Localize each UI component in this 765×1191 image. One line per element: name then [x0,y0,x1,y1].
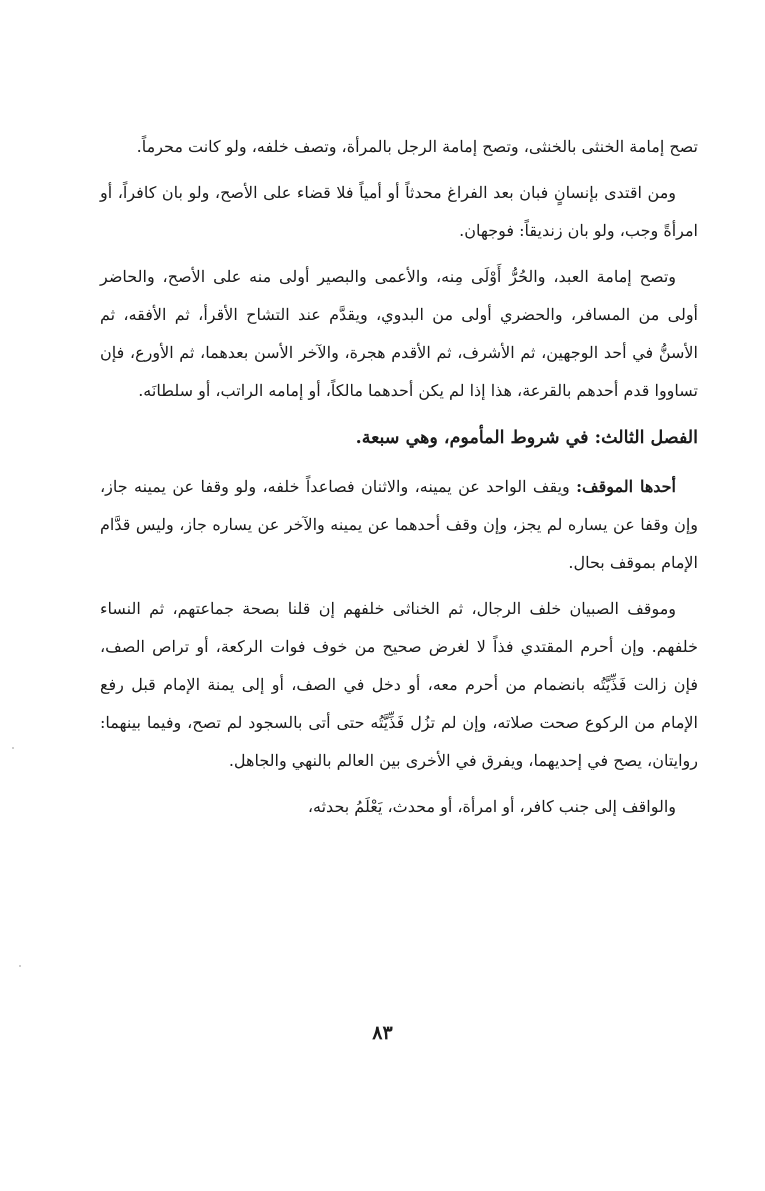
page-number: ٨٣ [372,1022,393,1044]
paragraph-standing-position [100,468,698,582]
run-in-heading: أحدها الموقف: [576,477,676,496]
section-heading: الفصل الثالث: في شروط المأموم، وهي سبعة. [355,428,698,448]
paragraph-standing-beside [100,788,698,826]
paragraph-text: تصح إمامة الخنثى بالخنثى، وتصح إمامة الرجل بالمرأة، وتصف خلفه، ولو كانت محرماً. [136,137,698,156]
body-text [100,128,698,834]
margin-speck [12,747,14,749]
paragraph-row-order [100,590,698,780]
paragraph-text: والواقف إلى جنب كافر، أو امرأة، أو محدث، يَعْلَمُ بحدثه، [307,797,676,816]
margin-speck [19,965,21,967]
paragraph-female-imam [100,128,698,166]
paragraph-text: وموقف الصبيان خلف الرجال، ثم الخناثى خلفهم إن قلنا بصحة جماعتهم، ثم النساء خلفهم. وإن أحرم المقتدي فذاً لا لغرض صحيح من خوف فوات الركعة، أو تراص الصف، فإن زالت فَذِّيَّتُه بانضمام من أحرم معه، أو دخل في الصف، أو إلى يمنة الإمام قبل رفع الإمام من الركوع صحت صلاته، وإن لم تزُل فَذِّيَّتُه حتى أتى بالسجود لم تصح، وفيما بينهما: روايتان، يصح في إحديهما، ويفرق في الأخرى بين العالم بالنهي والجاهل. [100,599,699,770]
paragraph-text: ويقف الواحد عن يمينه، والاثنان فصاعداً خلفه، ولو وقفا عن يمينه جاز، وإن وقفا عن يساره لم يجز، وإن وقف أحدهما عن يمينه والآخر عن يساره جاز، وليس قدَّام الإمام بموقف بحال. [100,477,698,572]
paragraph-text: ومن اقتدى بإنسانٍ فبان بعد الفراغ محدثاً أو أمياً فلا قضاء على الأصح، ولو بان كافراً، أو امرأةً وجب، ولو بان زنديقاً: فوجهان. [100,183,698,240]
paragraph-text: وتصح إمامة العبد، والحُرُّ أَوْلَى مِنه، والأعمى والبصير أولى منه على الأصح، والحاضر أولى من المسافر، والحضري أولى من البدوي، ويقدَّم عند التشاح الأقرأ، ثم الأفقه، ثم الأسنُّ في أحد الوجهين، ثم الأشرف، ثم الأقدم هجرة، والآخر الأسن بعدهما، ثم الأورع، فإن تساووا قدم أحدهم بالقرعة، هذا إذا لم يكن أحدهما مالكاً، أو إمامه الراتب، أو سلطانَه. [100,267,698,400]
paragraph-imam-precedence [100,258,698,410]
paragraph-following-invalid-imam [100,174,698,250]
